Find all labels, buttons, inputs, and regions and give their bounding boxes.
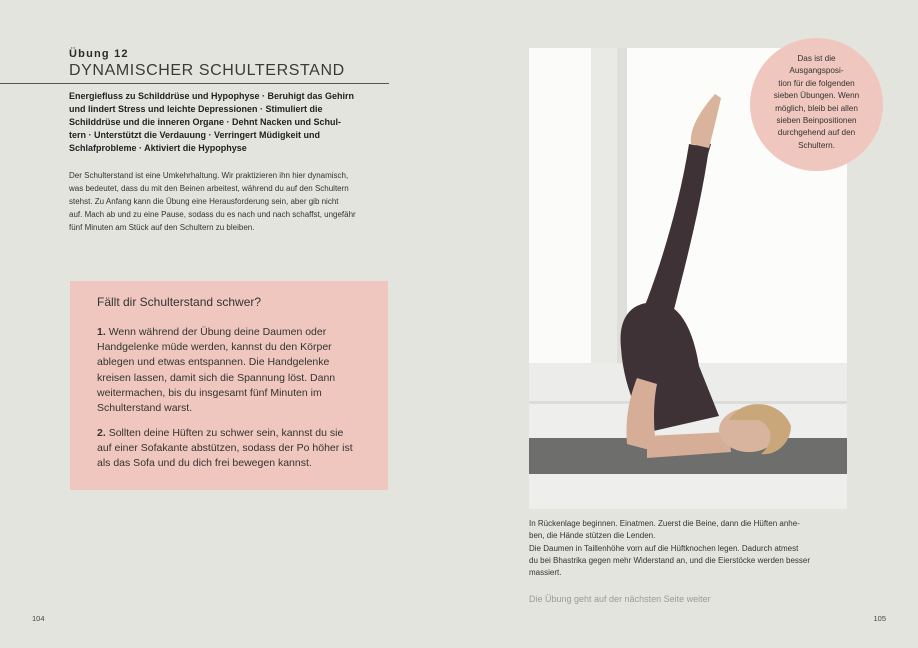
page-number-right: 105 [873, 614, 886, 623]
description-line: Der Schulterstand ist eine Umkehrhaltung. Wir praktizieren ihn hier dynamisch, [69, 171, 349, 180]
callout-line: Das ist die [797, 54, 836, 63]
page-number-left: 104 [32, 614, 45, 623]
tip-line: Schulterstand warst. [97, 402, 193, 415]
caption-line: ben, die Hände stützen die Lenden. [529, 531, 656, 541]
caption-line: In Rückenlage beginnen. Einatmen. Zuerst die Beine, dann die Hüften anhe- [529, 519, 800, 528]
description-line: auf. Mach ab und zu eine Pause, sodass du es nach und nach schaffst, ungefähr [69, 210, 356, 219]
caption-line: Die Daumen in Taillenhöhe vorn auf die Hüftknochen legen. Dadurch atmest [529, 543, 799, 553]
tip-line: Wenn während der Übung deine Daumen oder [108, 326, 327, 338]
benefits-line: Schilddrüse und die inneren Organe · Dehnt Nacken und Schul- [69, 117, 342, 127]
callout-line: sieben Übungen. Wenn [773, 91, 860, 101]
tip-item-number: 2. [97, 427, 106, 439]
right-page [459, 0, 918, 648]
photo-caption [529, 518, 849, 579]
tip-line: Sollten deine Hüften zu schwer sein, kannst du sie [108, 427, 344, 439]
description-line: stehst. Zu Anfang kann die Übung eine Herausforderung sein, aber gib nicht [69, 197, 339, 206]
tip-line: kreisen lassen, damit sich die Spannung löst. Dann [97, 371, 336, 384]
description-line: was bedeutet, dass du mit den Beinen arbeitest, während du auf den Schultern [69, 184, 349, 193]
title-divider [0, 83, 389, 84]
caption-line: massiert. [529, 568, 562, 578]
callout-text [750, 53, 883, 152]
description-line: fünf Minuten am Stück auf den Schultern zu bleiben. [69, 223, 255, 232]
tip-box-title: Fällt dir Schulterstand schwer? [97, 295, 262, 309]
callout-line: sieben Beinpositionen [776, 116, 857, 126]
exercise-number: Übung 12 [69, 48, 129, 60]
tip-box [70, 281, 388, 490]
tip-line: Handgelenke müde werden, kannst du den Körper [97, 341, 332, 354]
benefits-line: tern · Unterstützt die Verdauung · Verringert Müdigkeit und [69, 130, 321, 140]
benefits-text [69, 90, 399, 155]
description-text [69, 169, 399, 234]
exercise-title: DYNAMISCHER SCHULTERSTAND [69, 62, 345, 79]
tip-line: als das Sofa und du dich frei bewegen kannst. [97, 457, 312, 470]
callout-line: Ausgangsposi- [789, 66, 844, 76]
benefits-line: und lindert Stress und leichte Depressionen · Stimuliert die [69, 104, 323, 114]
tip-line: ablegen und etwas entspannen. Die Handgelenke [97, 356, 330, 369]
continue-note: Die Übung geht auf der nächsten Seite weiter [529, 594, 711, 604]
callout-bubble [750, 38, 883, 171]
tip-line: auf einer Sofakante abstützen, sodass der Po höher ist [97, 442, 353, 455]
tip-item-2 [97, 426, 382, 472]
caption-line: du bei Bhastrika gegen mehr Widerstand an, und die Eierstöcke werden besser [529, 555, 811, 565]
tip-item-number: 1. [97, 326, 106, 338]
benefits-line: Schlafprobleme · Aktiviert die Hypophyse [69, 143, 247, 153]
tip-item-1 [97, 325, 382, 416]
tip-line: weitermachen, bis du insgesamt fünf Minuten im [97, 386, 322, 399]
callout-line: möglich, bleib bei allen [775, 103, 858, 113]
callout-line: tion für die folgenden [778, 78, 855, 88]
callout-line: durchgehend auf den [777, 128, 856, 138]
callout-line: Schultern. [798, 140, 835, 150]
benefits-line: Energiefluss zu Schilddrüse und Hypophyse · Beruhigt das Gehirn [69, 91, 355, 101]
